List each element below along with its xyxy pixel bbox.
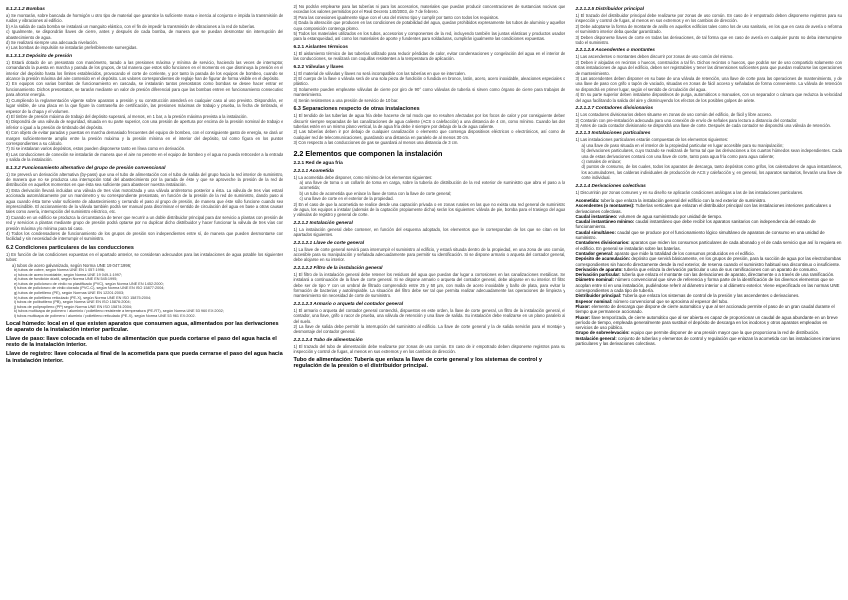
tube-item: i) tubos de polibutileno (PB), según Norma UNE EN ISO 15876:2004; (14, 300, 131, 305)
tube-item: h) tubos de polietileno reticulado (PE-X), según Norma UNE EN ISO 15875:2004; (14, 295, 152, 300)
list-item: a) una llave de toma o un collarín de toma en carga, sobre la tubería de distribución de la red exterior de suministro que abra el paso a la acometida; (299, 179, 566, 191)
section-heading-deposito: 5.1.3.1.3 Depósito de presión (6, 53, 73, 59)
definition-term: Caudal instantáneo: (575, 213, 618, 219)
definition-text: llave colocada en el tubo de alimentación que pueda cortarse el paso del agua hacia el resto de la instalación interior. (6, 335, 277, 349)
paragraph: 1) La acometida debe disponer, como mínimo de los elementos siguientes: (293, 174, 433, 180)
tube-item: d) tubos de fundición dúctil, según Norma UNE EN 545:1995; (14, 277, 118, 282)
list-item: 6) Con objeto de evitar paradas y puestas en marcha demasiado frecuentes del equipo de bombeo, con el consiguiente gasto de energía, se dará un margen suficientemente amplio entre la presión máxima y la presión mínima en el interior del depósito, tal como figura en los puntos correspondientes a su cálculo. (6, 130, 284, 146)
definition-text: número convencional que se aproxima al espesor del tubo. (612, 298, 729, 304)
list-item: a) tubos de acero galvanizado, según Norma UNE 19 047:1996; (12, 262, 132, 268)
definition-item (575, 277, 842, 293)
definition-term: Depósito de acumulación: (575, 256, 631, 262)
tube-item: b) tubos de cobre, según Norma UNE EN 1 057:1996; (14, 268, 105, 273)
ascendentes-list (575, 54, 842, 103)
tube-item: l) tubos multicapa de polímero / aluminio / polietileno reticulado (PE-X), según Norma UNE 53 961 EX:2002. (14, 314, 196, 318)
list-item: 1) Los contadores divisionarios deben situarse en zonas de uso común del edificio, de fácil y libre acceso. (575, 112, 772, 118)
list-item: 2) Debe adoptarse la forma de montante de anillo en aquellos edificios tales como los de uso sanitario, en los que en caso de avería o reforma el suministro interior deba quedar garantizado. (575, 23, 842, 35)
definition-term: Derivación particular: (575, 272, 621, 278)
list-item: 3) Cuando en un edificio se produzca la circunstancia de tener que recurrir a un doble distribuidor principal para dar servicio a plantas con presión de red y servicios a plantas mediante grupo de presión podrá optarse por no duplicar dicho distribuidor y hacer funcionar la válvula de tres vías con presión máxima y/o mínima para tal caso. (6, 214, 284, 231)
paragraph: 1) Discurrirán por zonas comunes y en su diseño se aplicarán condiciones análogas a las de las instalaciones particulares. (575, 189, 804, 195)
definition-text: aparatos que miden los consumos particulares de cada abonado y el de cada servicio que así lo requiera en el edificio. En general se instalarán sobre las baterías. (575, 240, 842, 251)
list-item: 1) Las ascendentes o montantes deben discurrir por zonas de uso común del mismo. (575, 54, 734, 60)
list-item: 5) Todos los materiales utilizados en los tubos, accesorios y componentes de la red, incluyendo también las juntas elásticas y productos usados para la estanqueidad, así como los materiales de aporte y fundentes para soldaduras, cumplirán igualmente las condiciones expuestas. (293, 31, 566, 42)
list-item: c) Igualmente, se dispondrán llaves de cierre, antes y después de cada bomba, de manera que se puedan desmontar sin interrupción del abastecimiento de agua. (6, 29, 284, 40)
section-heading-red: 2.2.1 Red de agua fría (293, 160, 343, 166)
list-item: 3) Cumpliendo la reglamentación vigente sobre aparatos a presión y su construcción atenderá en cualquier caso al uso previsto. Dispondrán, en lugar visible, de una placa en la que figure la contraseña de certificación, las presiones máximas de trabajo y prueba, la fecha de timbrado, el espesor de la chapa y el volumen. (6, 97, 284, 114)
list-item: 3) Con respecto a las conducciones de gas se guardará al menos una distancia de 3 cm. (293, 140, 459, 146)
list-item: d) puntos de consumo, de los cuales, todos los aparatos de descarga, tanto depósitos como grifos, los calentadores de agua instantáneos, los acumuladores, las calderas individuales de producción de ACS y calefacción y, en general, los aparatos sanitarios, llevarán una llave de corte individual. (581, 164, 842, 181)
list-item: 4) Serán resistentes a una presión de servicio de 10 bar. (293, 97, 399, 103)
definition-term: Espesor nominal: (575, 298, 613, 304)
definition-text: tubería que enlaza el montante con las derivaciones de aparato, directamente o a través de una ramificación. (620, 272, 835, 278)
paragraph: 1) En función de las condiciones expuestas en el apartado anterior, se consideran adecuados para las instalaciones de agua potable los siguientes tubos: (6, 251, 284, 263)
section-heading-general: 2.2.1.2 Instalación general (293, 220, 353, 226)
top-list (293, 4, 565, 42)
list-item: 1) Estará dotado de un presostato con manómetro, tarado a las presiones máxima y mínima de servicio, haciendo las veces de interruptor, comandando la puesta en marcha y parada de los grupos, de tal manera que estos sólo funcionen en el momento en que disminuya la presión en el interior del depósito hasta los límites establecidos, provocando el corte de corriente, y por tanto la parada de los equipos de bombeo, cuando se alcance la presión máxima del aire contenido en el depósito. Los valores correspondientes de reglaje han de figurar de forma visible en el depósito. (6, 59, 284, 82)
contadores-list (575, 112, 842, 128)
definition-term: Llave de paso: (6, 335, 45, 342)
definition-text: local en el que existen aparatos que consumen agua, alimentados por las derivaciones de aparato de la instalación interior particular. (6, 320, 279, 334)
paragraph: 1) El trazado del tubo de alimentación debe realizarse por zonas de uso común. En caso de ir empotrado deben disponerse registros para su inspección y control de fugas, al menos en sus extremos y en los cambios de dirección. (293, 343, 566, 355)
definition-term: Contador general: (575, 250, 614, 256)
bombas-list (6, 13, 283, 51)
section-heading-separaciones: 6.3 Separaciones respecto de otras instalaciones (293, 106, 420, 113)
definition-llave-paso (6, 336, 283, 349)
list-item: 1) El material de válvulas y llaves no será incompatible con las tuberías en que se intercalen. (293, 70, 466, 76)
tube-item: e) tubos de policloruro de vinilo no plastificado (PVC), según Norma UNE EN 1452:2000; (14, 281, 164, 286)
tube-item: c) tubos de acero inoxidable, según Norma UNE 19 049-1:1997; (14, 272, 123, 277)
definition-term: Derivación de aparato: (575, 266, 623, 272)
definition-text: equipo que permite disponer de una presión mayor que la que proporciona la red de distribución. (629, 330, 820, 336)
section-heading-tubo: 2.2.1.2.4 Tubo de alimentación (293, 337, 363, 343)
list-item: 2) La llave de salida debe permitir la interrupción del suministro al edificio. La llave de corte general y la de salida servirán para el montaje y desmontaje del contador general. (293, 324, 566, 335)
separaciones-list (293, 113, 565, 145)
definition-term: Diámetro nominal: (575, 277, 614, 283)
definition-text: depósito que servirá básicamente, en los grupos de presión, para la succión de agua por las electrobombas correspondientes sin hacerlo directamente desde la red exterior, de reserva cuando el suministro habitual sea discontinuo o insuficiente. (575, 256, 841, 267)
section-heading-acometida: 2.2.1.1 Acometida (293, 168, 334, 174)
section-heading-filtro: 2.2.1.2.2 Filtro de la instalación general (293, 265, 383, 271)
section-heading-armario: 2.2.1.2.3 Armario o arqueta del contador general (293, 301, 404, 307)
definition-text: aparato que mide la totalidad de los consumos producidos en el edificio. (613, 250, 755, 256)
particulares-list (575, 143, 842, 181)
list-item: 3) Antes de cada contador divisionario se dispondrá una llave de corte. Después de cada contador se dispondrá una válvula de retención. (575, 122, 832, 128)
list-item: 4) Todos los condensadores de funcionamiento de los grupos de presión son independientes entre sí, de manera que pueden desmontarse con facilidad y sin necesidad de interrumpir el suministro. (6, 231, 284, 242)
definition-term: Local húmedo: (6, 320, 46, 327)
acometida-list (293, 180, 565, 202)
definition-llave-registro (6, 351, 283, 364)
definition-item (575, 203, 842, 214)
list-item: 7) Si se instalaran varios depósitos, estos pueden disponerse tanto en línea como en derivación. (6, 146, 186, 152)
definition-text: caudal que se produce por el funcionamiento lógico simultáneo de aparatos de consumo en una unidad de suministro. (575, 229, 825, 241)
list-item: e) Las bombas de impulsión se instalarán preferiblemente sumergidas. (6, 45, 138, 51)
definition-term: Tubo de alimentación: (293, 356, 353, 363)
section-heading-conducciones: 6.2 Condiciones particulares de las conducciones (6, 244, 134, 251)
list-item: 8) Las conducciones de conexión se instalarán de manera que el aire no penetre en el equipo de bombeo y el agua no pueda retroceder a la entrada y salida de la instalación. (6, 151, 284, 163)
list-item: 1) El tendido de las tuberías de agua fría debe hacerse de tal modo que no resulten afectadas por los focos de calor y por consiguiente deben discurrir siempre separadas de las canalizaciones de agua caliente (ACS o calefacción) a una distancia de 4 cm, como mínimo. Cuando las dos tuberías estén en un mismo plano vertical, la de agua fría debe ir siempre por debajo de la de agua caliente. (293, 113, 566, 129)
list-item: 2) Esta derivación llevará incluidas una válvula de tres vías motorizada y una válvula antirretorno posterior a ésta. La válvula de tres vías estará accionada automáticamente por un manómetro y su correspondiente presostato, en función de la presión de la red de suministro, dando paso al agua cuando ésta tome valor suficiente de abastecimiento y cerrando el paso al grupo de presión, de manera que éste sólo funcione cuando sea imprescindible. El accionamiento de la válvula también podrá ser manual para discriminar el sentido de circulación del agua en base a otras causas tales como avería, interrupción del suministro eléctrico, etc. (6, 187, 284, 215)
list-item: 3) Deben disponerse llaves de corte en todas las derivaciones, de tal forma que en caso de avería en cualquier punto no deba interrumpirse todo el suministro. (575, 34, 842, 46)
definition-text: tubería que enlaza la derivación particular o una de sus ramificaciones con un aparato de consumo. (622, 266, 819, 272)
definition-item (575, 256, 842, 267)
definition-term: Fluxor: (575, 314, 591, 320)
list-item: 2) En equipos con varias bombas de funcionamiento en cascada, se instalarán tantos presostatos como bombas se desee hacer entrar en funcionamiento. Dichos presostatos, se tararán mediante un valor de presión diferencial para que las bombas entren en funcionamiento consecutivo para ahorrar energía. (6, 81, 284, 98)
column-left (6, 4, 283, 596)
list-item: 2) No podrán emplearse para las tuberías ni para los accesorios, materiales que puedan producir concentraciones de sustancias nocivas que excedan los valores permitidos por el Real Decreto 140/2003, de 7 de febrero. (293, 4, 566, 15)
list-item: a) Se montarán, sobre bancada de hormigón u otro tipo de material que garantice la suficiente masa e inercia al conjunto e impida la transmisión de ruidos y vibraciones al edificio. (6, 13, 284, 24)
definition-term: Caudal simultáneo: (575, 229, 616, 235)
definition-term: Acometida: (575, 197, 600, 203)
section-heading-particulares: 2.2.1.3 Instalaciones particulares (575, 131, 651, 137)
list-item: 2) Las tuberías deben ir por debajo de cualquier canalización o elemento que contenga dispositivos eléctricos o electrónicos, así como de cualquier red de telecomunicaciones, guardando una distancia en paralelo de al menos 30 cm. (293, 129, 566, 140)
list-item: 1) El trazado del distribuidor principal debe realizarse por zonas de uso común. En caso de ir empotrado deben disponerse registros para su inspección y control de fugas, al menos en sus extremos y en los cambios de dirección. (575, 13, 842, 24)
section-heading-llave-corte: 2.2.1.2.1 Llave de corte general (293, 240, 365, 246)
paragraph: 1) La llave de corte general servirá para interrumpir el suministro al edificio, y estará situada dentro de la propiedad, en una zona de uso común, accesible para su manipulación y señalada adecuadamente para permitir su identificación. Si se dispone armario o arqueta del contador general, debe alojarse en su interior. (293, 246, 566, 263)
list-item: 4) Dada la alteración que producen en las condiciones de potabilidad del agua, quedan prohibidos expresamente los tubos de aluminio y aquellos cuya composición contenga plomo. (293, 20, 566, 31)
definition-term: Fluxor: (575, 303, 591, 309)
definition-text: llave temporizada, de cierre automático que al ser abierta es capaz de proporcionar un caudal de agua abundante en un breve período de tiempo, empleada generalmente para sustituir el depósito de descarga en los inodoros y otros aparatos empleados en servicios de uso público. (575, 314, 838, 331)
list-item: 4) El timbre de presión máxima de trabajo del depósito superará, al menos, en 1 bar, a la presión máxima prevista a la instalación. (6, 113, 248, 119)
list-item: 4) En su parte superior deben instalarse dispositivos de purga, automáticos o manuales, con un separador o cámara que reduzca la velocidad del agua facilitando la salida del aire y disminuyendo los efectos de los posibles golpes de ariete. (575, 92, 842, 103)
deposito-list (6, 60, 283, 163)
definition-term: Grupo de sobreelevación: (575, 330, 630, 336)
section-heading-ascendentes: 2.2.1.2.6 Ascendentes o montantes (575, 48, 655, 54)
list-item: 2) Deben ir alojadas en recintos o huecos, construidos a tal fin. Dichos recintos o huecos, que podrán ser de uso compartido solamente con otras instalaciones de agua del edificio, deben ser registrables y tener las dimensiones suficientes para que puedan realizarse las operaciones de mantenimiento. (575, 59, 842, 76)
list-item: 2) Contarán con pre-instalación adecuada para una conexión de envío de señales para lectura a distancia del contador. (575, 117, 798, 123)
definition-item (575, 304, 842, 315)
definition-text: conjunto de tuberías y elementos de control y regulación que enlazan la acometida con las instalaciones interiores particulares y las derivaciones colectivas. (575, 335, 841, 346)
definition-term: Instalación general: (575, 335, 617, 341)
definition-item (575, 230, 842, 241)
definition-local-humedo (6, 321, 283, 334)
list-item: 2) El cuerpo de la llave o válvula será de una sola pieza de fundición o fundida en bronce, latón, acero, acero inoxidable, aleaciones especiales o plástico. (293, 76, 566, 87)
funcionamiento-list (6, 172, 283, 242)
list-item: 5) Dispondrá de una válvula de seguridad, situada en su parte superior, con una presión de apertura por encima de la presión nominal de trabajo e inferior o igual a la presión de timbrado del depósito. (6, 119, 284, 130)
tubes-list (6, 268, 283, 319)
list-item: 3) Solamente pueden emplearse válvulas de cierre por giro de 90° como válvulas de tubería si sirven como órgano de cierre para trabajos de mantenimiento. (293, 86, 566, 98)
definition-item (575, 240, 842, 251)
section-heading-funcionamiento: 5.1.3.2 Funcionamiento alternativo del grupo de presión convencional (6, 165, 166, 171)
tube-item: k) tubos multicapa de polímero / aluminio / polietileno resistente a temperatura (PE-RT), según Norma UNE 53 960 EX:2002; (14, 309, 224, 314)
tube-item: j) tubos de polipropileno (PP) según Norma UNE EN ISO 15874:2004; (14, 304, 132, 309)
definition-term: Contadores divisionarios: (575, 240, 630, 246)
definition-item (575, 336, 842, 347)
definition-text: llave colocada al final de la acometida para que pueda cerrarse el paso del agua hacia la instalación interior. (6, 350, 283, 364)
section-heading-contadores: 2.2.1.2.7 Contadores divisionarios (575, 106, 654, 112)
section-heading-distribuidor: 2.2.1.2.5 Distribuidor principal (575, 7, 644, 12)
paragraph: 2) En el caso de que la acometida se realice desde una captación privada o en zonas rurales en las que no exista una red general de suministro de agua, los equipos a instalar (además de la captación propiamente dicha) serán los siguientes: válvula de pie, bomba para el trasiego del agua y válvulas de registro y general de corte. (293, 201, 566, 218)
paragraph: 1) Las instalaciones particulares estarán compuestas de los elementos siguientes: (575, 137, 729, 143)
paragraph: 1) El filtro de la instalación general debe retener los residuos del agua que puedan dar lugar a corrosiones en las canalizaciones metálicas. Se instalará a continuación de la llave de corte general. Si se dispone armario o arqueta del contador general, debe alojarse en su interior. El filtro debe ser de tipo Y con un umbral de filtrado comprendido entre 25 y 50 µm, con malla de acero inoxidable y baño de plata, para evitar la formación de bacterias y autolimpiable. La situación del filtro debe ser tal que permita realizar adecuadamente las operaciones de limpieza y mantenimiento sin necesidad de corte de suministro. (293, 271, 566, 299)
section-heading-colectivas: 2.2.1.4 Derivaciones colectivas (575, 183, 646, 189)
definition-term: Distribuidor principal: (575, 293, 622, 299)
definition-term: Llave de registro: (6, 350, 53, 357)
definition-term: Caudal instantáneo mínimo: (575, 219, 635, 225)
list-item: 1) Se preverá un derivación alternativa (by-pass) que una el tubo de alimentación con el tubo de salida del grupo hacia la red interior de suministro, de manera que no se produzca una interrupción total del abastecimiento por la parada de éste y que se aproveche la presión de la red de distribución en aquellos momentos en que ésta sea suficiente para abastecer nuestra instalación. (6, 171, 284, 188)
definition-text: número convencional que sirve de referencia y forma parte de la identificación de los diversos elementos que se acoplan entre sí en una instalación, pudiéndose referir al diámetro interior o al diámetro exterior. Viene especificado en las normas UNE correspondientes a cada tipo de tubería. (575, 277, 840, 294)
list-item: b) un tubo de acometida que enlace la llave de toma con la llave de corte general; (299, 190, 452, 196)
list-item: c) ramales de enlace; (581, 158, 622, 164)
definition-tubo-alimentacion (293, 357, 565, 370)
definition-item (575, 315, 842, 331)
definition-text: Tuberías verticales que enlazan el distribuidor principal con las instalaciones interiores particulares o derivaciones colectivas. (575, 203, 832, 214)
list-item: 3) Las ascendentes deben disponer en su base de una válvula de retención, una llave de corte para las operaciones de mantenimiento, y de una llave de paso con grifo o tapón de vaciado, situadas en zonas de fácil acceso y señaladas de forma conveniente. La válvula de retención se dispondrá en primer lugar, según el sentido de circulación del agua. (575, 76, 842, 92)
definition-text: volumen de agua suministrado por unidad de tiempo. (617, 213, 723, 219)
definition-text: Tubería que enlaza los sistemas de control de la presión y las ascendentes o derivaciones. (621, 293, 800, 299)
distribuidor-list (575, 13, 842, 45)
definitions-list (575, 198, 842, 346)
tube-item: g) tubos de polietileno (PE), según Normas UNE EN 12201:2003; (14, 291, 125, 296)
list-item: 3) Para las conexiones igualmente sigue con el uso del mismo tipo y cumplir por tanto con todos los requisitos. (293, 14, 499, 20)
list-item: c) una llave de corte en el exterior de la propiedad. (299, 196, 394, 202)
definition-text: elemento de descarga que dispone de cierre automático y que al ser accionado permite el paso de un gran caudal durante el tiempo que permanece accionado. (575, 303, 835, 315)
paragraph: 1) La instalación general debe contener, en función del esquema adoptado, los elementos que le correspondan de los que se citan en los apartados siguientes. (293, 226, 566, 238)
list-item: 1) El armario o arqueta del contador general contendrá, dispuestos en este orden, la llave de corte general, un filtro de la instalación general, el contador, una llave, grifo o racor de prueba, una válvula de retención y una llave de salida. Su instalación debe realizarse en un plano paralelo al del suelo. (293, 307, 566, 324)
section-heading-aislantes: 6.2.1 Aislantes térmicos (293, 44, 348, 50)
list-item: d) Se realizará siempre una adecuada nivelación. (6, 40, 98, 46)
column-right (575, 4, 842, 596)
tube-item: f) tubos de policloruro de vinilo clorado (PVC-C), según Norma UNE EN ISO 15877:2004; (14, 286, 165, 291)
section-heading-valvulas: 6.2.2 Válvulas y llaves (293, 64, 344, 70)
valvulas-list (293, 71, 565, 103)
definition-text: caudal instantáneo que debe recibir los aparatos sanitarios con independencia del estado de funcionamiento. (575, 219, 816, 230)
list-item: b) A la salida de cada bomba se instalará un manguito elástico, con el fin de impedir la transmisión de vibraciones a la red de tuberías. (6, 23, 256, 29)
list-item: b) derivaciones particulares, cuyo trazado se realizará de forma tal que las derivaciones a los cuartos húmedos sean independientes. Cada una de estas derivaciones contará con una llave de corte, tanto para agua fría como para agua caliente; (581, 148, 842, 159)
list-item: a) una llave de paso situada en el interior de la propiedad particular en lugar accesible para su manipulación; (581, 142, 784, 148)
armario-list (293, 308, 565, 335)
definition-text: Tubería que enlaza la llave de corte general y los sistemas de control y regulación de la presión o el distribuidor principal. (293, 356, 542, 370)
paragraph: 1) El aislamiento térmico de las tuberías utilizado para reducir pérdidas de calor, evitar condensaciones y congelación del agua en el interior de las conducciones, se realizará con coquillas resistentes a la temperatura de aplicación. (293, 50, 566, 62)
definition-text: tubería que enlaza la instalación general del edificio con la red exterior de suministro. (599, 197, 767, 203)
definition-item (575, 219, 842, 230)
section-heading-bombas: 5.1.2.1.2 Bombas (6, 7, 45, 12)
section-heading-elementos: 2.2 Elementos que componen la instalación (293, 148, 443, 158)
column-middle (293, 4, 565, 596)
definition-term: Ascendentes (o montantes): (575, 203, 635, 209)
